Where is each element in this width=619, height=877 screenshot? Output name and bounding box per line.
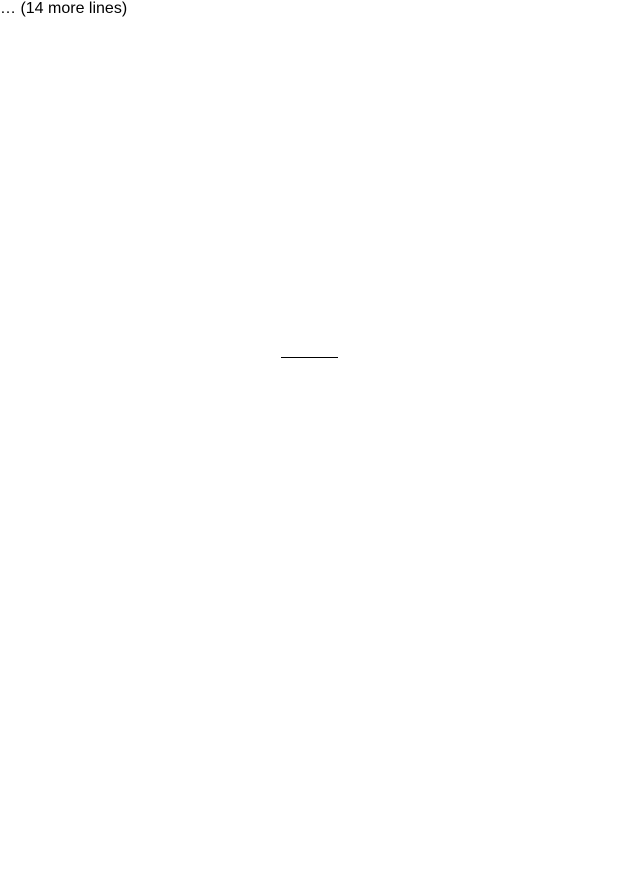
section-divider: [281, 357, 338, 358]
document-page: … (14 more lines): [0, 0, 619, 877]
